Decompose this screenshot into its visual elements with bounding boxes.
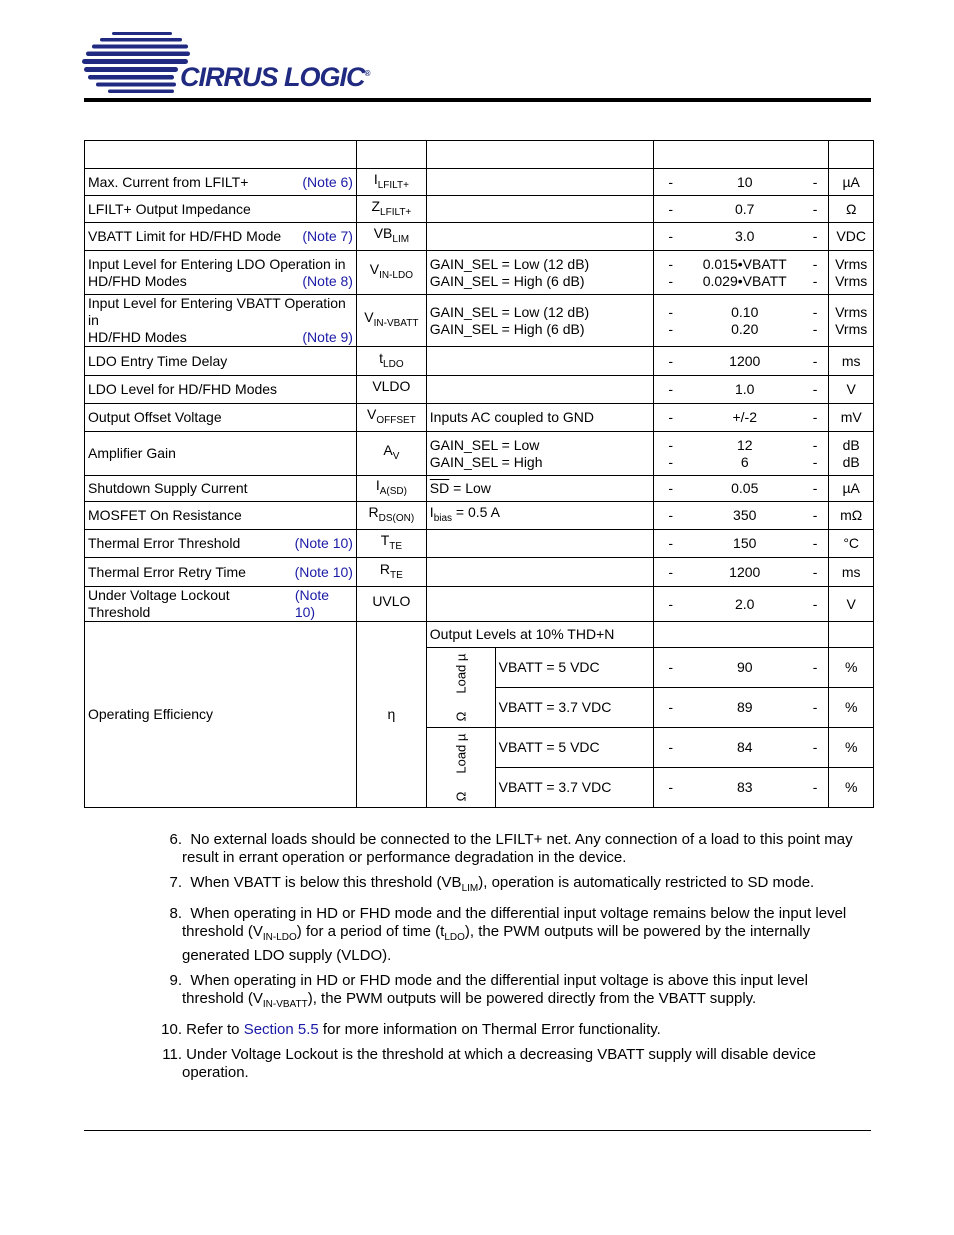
- typ-cell: 10: [688, 169, 802, 196]
- load-label-cell: [426, 648, 495, 728]
- typ-cell: 90: [688, 648, 802, 688]
- table-row: [85, 251, 874, 295]
- cond-cell: GAIN_SEL = Low (12 dB) GAIN_SEL = High (6 dB): [426, 295, 653, 347]
- table-row: [85, 502, 874, 530]
- table-row: [85, 587, 874, 622]
- typ-cell: 3.0: [688, 223, 802, 251]
- symbol-cell: $T_{TE}$: [356, 530, 426, 558]
- note-ref[interactable]: (Note 10): [294, 587, 330, 620]
- param-text: Output Offset Voltage: [88, 409, 222, 425]
- param-cell: [85, 530, 357, 558]
- unit-cell: mV: [829, 404, 874, 432]
- table-row: [85, 376, 874, 404]
- param-text: LFILT+ Output Impedance: [88, 200, 251, 217]
- table-row: [85, 530, 874, 558]
- note-number: 9.: [169, 972, 182, 989]
- header-cell: [356, 141, 426, 169]
- symbol-cell: $V_{IN-VBATT}$: [356, 295, 426, 347]
- typ-cell: 0.05: [688, 476, 802, 502]
- symbol-cell: $t_{LDO}$: [356, 347, 426, 376]
- param-cell: [85, 295, 357, 347]
- header-rule: [84, 98, 871, 102]
- load-label: Ω Load µ: [453, 733, 469, 802]
- param-text: LDO Entry Time Delay: [88, 352, 228, 369]
- min-cell: -: [653, 502, 688, 530]
- max-cell: -: [802, 728, 829, 768]
- note-text: No external loads should be connected to the LFILT+ net. Any connection of a load to this point may result in errant operation or performance degradation in the device.: [182, 831, 853, 866]
- table-row: [85, 295, 874, 347]
- max-cell: - -: [802, 295, 829, 347]
- min-cell: -: [653, 728, 688, 768]
- param-text: VBATT Limit for HD/FHD Mode: [88, 228, 282, 244]
- header-cell: [85, 141, 357, 169]
- symbol-cell: UVLO: [356, 587, 426, 622]
- min-cell: -: [653, 347, 688, 376]
- table-row: [85, 476, 874, 502]
- note-ref[interactable]: (Note 8): [302, 272, 353, 289]
- note-item: [158, 1021, 870, 1039]
- note-item: [158, 831, 870, 867]
- param-cell: [85, 558, 357, 587]
- param-cell: [85, 196, 357, 223]
- table-row: [85, 432, 874, 476]
- symbol-cell: $R_{TE}$: [356, 558, 426, 587]
- cond-cell: GAIN_SEL = Low GAIN_SEL = High: [426, 432, 653, 476]
- spec-table: [84, 140, 874, 808]
- min-cell: -: [653, 587, 688, 622]
- note-item: [158, 874, 870, 898]
- min-cell: -: [653, 768, 688, 808]
- note-ref[interactable]: (Note 10): [294, 535, 353, 551]
- typ-cell: 83: [688, 768, 802, 808]
- param-cell: [85, 404, 357, 432]
- param-text: Under Voltage Lockout Threshold: [88, 587, 230, 620]
- cond-cell: $I_{bias} = 0.5$ A: [426, 502, 653, 530]
- min-cell: -: [653, 223, 688, 251]
- param-cell: [85, 432, 357, 476]
- param-text: Shutdown Supply Current: [88, 480, 248, 496]
- cond-cell: VBATT = 5 VDC: [495, 648, 653, 688]
- param-text: Thermal Error Retry Time: [88, 563, 246, 580]
- unit-cell: dB dB: [829, 432, 874, 476]
- min-cell: -: [653, 648, 688, 688]
- typ-cell: [688, 622, 802, 648]
- note-item: [158, 1046, 870, 1082]
- typ-cell: 0.10 0.20: [688, 295, 802, 347]
- cond-cell: [426, 558, 653, 587]
- section-link[interactable]: Section 5.5: [243, 1021, 319, 1038]
- table-row: [85, 404, 874, 432]
- unit-cell: µA: [829, 169, 874, 196]
- param-text: Input Level for Entering LDO Operation in: [88, 255, 346, 272]
- load-label: Ω Load µ: [453, 653, 469, 722]
- note-number: 10.: [161, 1021, 182, 1038]
- symbol-cell: $I_{LFILT+}$: [356, 169, 426, 196]
- cond-cell: VBATT = 3.7 VDC: [495, 768, 653, 808]
- max-cell: -: [802, 169, 829, 196]
- cond-cell: [426, 587, 653, 622]
- max-cell: -: [802, 404, 829, 432]
- param-text: Amplifier Gain: [88, 445, 176, 461]
- cond-cell: VBATT = 5 VDC: [495, 728, 653, 768]
- symbol-cell: $I_{A(SD)}$: [356, 476, 426, 502]
- min-cell: - -: [653, 251, 688, 295]
- param-text: MOSFET On Resistance: [88, 507, 242, 523]
- param-cell: [85, 587, 357, 622]
- typ-cell: +/-2: [688, 404, 802, 432]
- min-cell: -: [653, 169, 688, 196]
- max-cell: -: [802, 530, 829, 558]
- note-text: When operating in HD or FHD mode and the differential input voltage remains below the input level threshold $(V_{IN-LDO})$ for a period of time $(t_{LDO})$, the PWM outputs will be powered by the internally generated LDO supply (VLDO).: [182, 905, 847, 964]
- unit-cell: %: [829, 688, 874, 728]
- table-row: [85, 169, 874, 196]
- max-cell: -: [802, 347, 829, 376]
- cond-cell: [426, 169, 653, 196]
- param-cell: [85, 376, 357, 404]
- typ-cell: 84: [688, 728, 802, 768]
- typ-cell: 1.0: [688, 376, 802, 404]
- note-number: 7.: [169, 874, 182, 891]
- table-row: [85, 196, 874, 223]
- table-row: [85, 223, 874, 251]
- table-header-row: [85, 141, 874, 169]
- max-cell: -: [802, 558, 829, 587]
- min-cell: -: [653, 476, 688, 502]
- cond-cell: [426, 223, 653, 251]
- symbol-cell: $V_{IN-LDO}$: [356, 251, 426, 295]
- note-text: Under Voltage Lockout is the threshold at which a decreasing VBATT supply will disable device operation.: [182, 1046, 816, 1081]
- typ-cell: 89: [688, 688, 802, 728]
- symbol-cell: η: [356, 622, 426, 808]
- note-ref[interactable]: (Note 9): [302, 329, 353, 345]
- unit-cell: VDC: [829, 223, 874, 251]
- param-text: HD/FHD Modes: [88, 272, 187, 289]
- cond-cell: Inputs AC coupled to GND: [426, 404, 653, 432]
- cond-cell: VBATT = 3.7 VDC: [495, 688, 653, 728]
- max-cell: -: [802, 768, 829, 808]
- param-cell: [85, 347, 357, 376]
- unit-cell: ms: [829, 558, 874, 587]
- unit-cell: Vrms Vrms: [829, 251, 874, 295]
- param-cell: Operating Efficiency: [85, 622, 357, 808]
- symbol-cell: $A_V$: [356, 432, 426, 476]
- param-text: Thermal Error Threshold: [88, 535, 241, 551]
- min-cell: [653, 622, 688, 648]
- cond-cell: [426, 196, 653, 223]
- load-label-cell: [426, 728, 495, 808]
- typ-cell: 0.015•VBATT 0.029•VBATT: [688, 251, 802, 295]
- max-cell: [802, 622, 829, 648]
- param-text: Max. Current from LFILT+: [88, 173, 249, 190]
- min-cell: -: [653, 404, 688, 432]
- symbol-cell: $R_{DS(ON)}$: [356, 502, 426, 530]
- typ-cell: 1200: [688, 558, 802, 587]
- unit-cell: mΩ: [829, 502, 874, 530]
- param-text: HD/FHD Modes: [88, 329, 187, 345]
- unit-cell: Vrms Vrms: [829, 295, 874, 347]
- typ-cell: 12 6: [688, 432, 802, 476]
- note-text: When VBATT is below this threshold $(VB_{LIM})$, operation is automatically restricted to SD mode.: [190, 874, 815, 894]
- unit-cell: Ω: [829, 196, 874, 223]
- param-cell: [85, 169, 357, 196]
- max-cell: - -: [802, 251, 829, 295]
- cond-cell: [426, 347, 653, 376]
- min-cell: - -: [653, 432, 688, 476]
- unit-cell: %: [829, 728, 874, 768]
- symbol-cell: $Z_{LFILT+}$: [356, 196, 426, 223]
- typ-cell: 0.7: [688, 196, 802, 223]
- param-cell: [85, 476, 357, 502]
- cond-cell: Output Levels at 10% THD+N: [426, 622, 653, 648]
- header-cell: [426, 141, 653, 169]
- cond-cell: [426, 376, 653, 404]
- param-text: Input Level for Entering VBATT Operation in: [88, 295, 346, 328]
- unit-cell: V: [829, 376, 874, 404]
- table-row: [85, 622, 874, 648]
- unit-cell: [829, 622, 874, 648]
- min-cell: -: [653, 196, 688, 223]
- max-cell: -: [802, 376, 829, 404]
- unit-cell: V: [829, 587, 874, 622]
- note-number: 11.: [162, 1046, 182, 1063]
- unit-cell: %: [829, 768, 874, 808]
- unit-cell: %: [829, 648, 874, 688]
- max-cell: -: [802, 476, 829, 502]
- note-number: 8.: [169, 905, 182, 922]
- unit-cell: ms: [829, 347, 874, 376]
- note-item: [158, 905, 870, 965]
- table-row: [85, 558, 874, 587]
- table-row: [85, 347, 874, 376]
- max-cell: - -: [802, 432, 829, 476]
- typ-cell: 150: [688, 530, 802, 558]
- param-cell: [85, 502, 357, 530]
- note-ref[interactable]: (Note 7): [302, 228, 353, 244]
- note-text: Refer to Section 5.5 for more information on Thermal Error functionality.: [186, 1021, 661, 1038]
- note-item: [158, 972, 870, 1014]
- max-cell: -: [802, 223, 829, 251]
- min-cell: - -: [653, 295, 688, 347]
- min-cell: -: [653, 530, 688, 558]
- param-cell: [85, 251, 357, 295]
- notes-list: [158, 831, 870, 1089]
- min-cell: -: [653, 688, 688, 728]
- max-cell: -: [802, 196, 829, 223]
- header-cell: [653, 141, 829, 169]
- cond-cell: $\overline{SD}$ = Low: [426, 476, 653, 502]
- cond-cell: [426, 530, 653, 558]
- note-number: 6.: [169, 831, 182, 848]
- param-text: LDO Level for HD/FHD Modes: [88, 381, 278, 397]
- max-cell: -: [802, 688, 829, 728]
- header-cell: [829, 141, 874, 169]
- max-cell: -: [802, 502, 829, 530]
- typ-cell: 1200: [688, 347, 802, 376]
- typ-cell: 2.0: [688, 587, 802, 622]
- note-ref[interactable]: (Note 6): [302, 173, 353, 190]
- max-cell: -: [802, 648, 829, 688]
- symbol-cell: VLDO: [356, 376, 426, 404]
- unit-cell: µA: [829, 476, 874, 502]
- logo-wordmark: CIRRUS LOGIC®: [180, 62, 370, 92]
- max-cell: -: [802, 587, 829, 622]
- unit-cell: °C: [829, 530, 874, 558]
- symbol-cell: $V_{OFFSET}$: [356, 404, 426, 432]
- typ-cell: 350: [688, 502, 802, 530]
- symbol-cell: $VB_{LIM}$: [356, 223, 426, 251]
- note-ref[interactable]: (Note 10): [294, 563, 353, 580]
- cond-cell: GAIN_SEL = Low (12 dB) GAIN_SEL = High (6 dB): [426, 251, 653, 295]
- footer-rule: [84, 1130, 871, 1131]
- min-cell: -: [653, 376, 688, 404]
- param-cell: [85, 223, 357, 251]
- min-cell: -: [653, 558, 688, 587]
- note-text: When operating in HD or FHD mode and the differential input voltage is above this input level threshold $(V_{IN-VBATT})$, the PWM outputs will be powered directly from the VBATT supply.: [182, 972, 808, 1010]
